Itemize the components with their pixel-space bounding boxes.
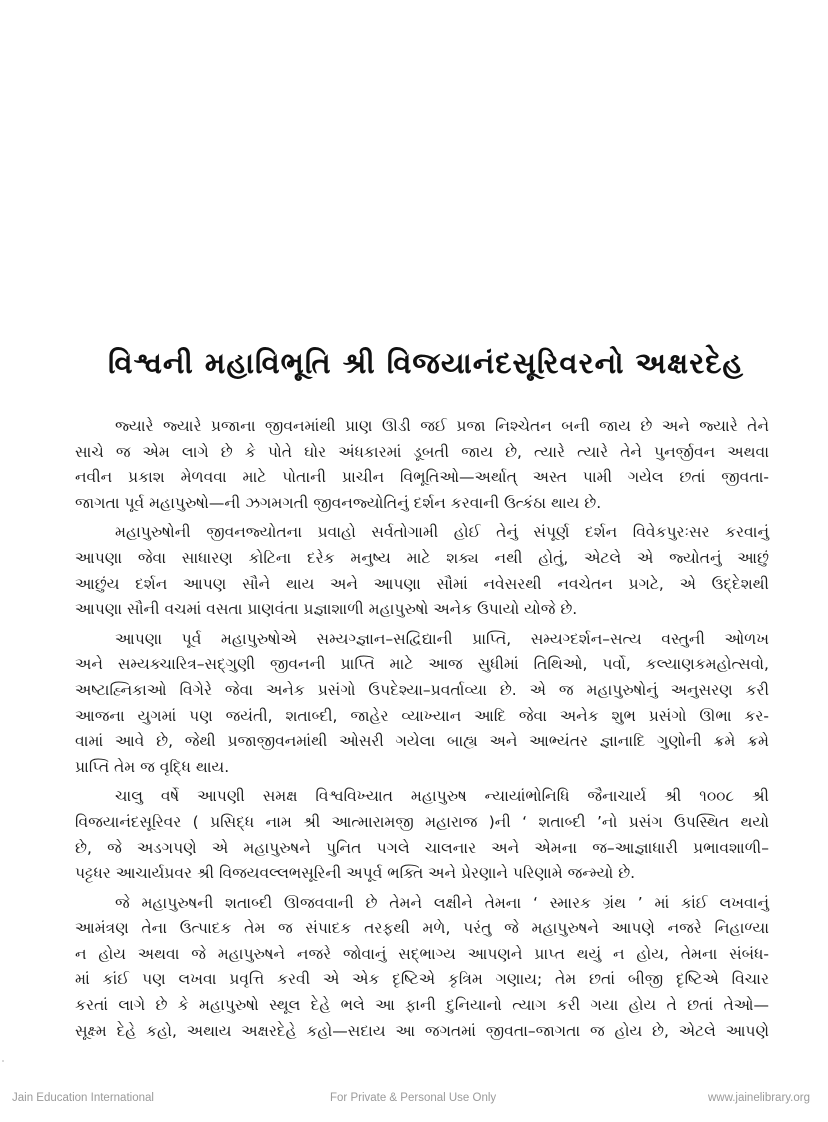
text-line: વિજયાનંદસૂરિવર ( પ્રસિદ્ધ નામ શ્રી આત્મારામજી મહારાજ )ની ‘ શતાબ્દી ’નો પ્રસંગ ઉપસ્થિત થયો	[75, 812, 769, 831]
text-line: આપણા સૌની વચમાં વસતા પ્રાણવંતા પ્રજ્ઞાશાળી મહાપુરુષો અનેક ઉપાયો યોજે છે.	[75, 600, 578, 619]
text-line: અષ્ટાહ્નિકાઓ વિગેરે જેવા અનેક પ્રસંગો ઉપદેશ્યા–પ્રવર્તાવ્યા છે. એ જ મહાપુરુષોનું અનુસરણ કરી	[75, 680, 769, 699]
paragraph-3	[75, 627, 769, 781]
text-line: ન હોય અથવા જે મહાપુરુષને નજરે જોવાનું સદ્ભાગ્ય આપણને પ્રાપ્ત થયું ન હોય, તેમના સંબંધ-	[75, 944, 769, 963]
text-line: આજના યુગમાં પણ જયંતી, શતાબ્દી, જાહેર વ્યાખ્યાન આદિ જેવા અનેક શુભ પ્રસંગો ઊભા કર-	[75, 706, 769, 725]
text-line: જે મહાપુરુષની શતાબ્દી ઊજવવાની છે તેમને લક્ષીને તેમના ‘ સ્મારક ગ્રંથ ’ માં કાંઈ લખવાનું	[115, 893, 769, 912]
text-line: નવીન પ્રકાશ મેળવવા માટે પોતાની પ્રાચીન વિભૂતિઓ—અર્થાત્ અસ્ત પામી ગયેલ છતાં જીવતા-	[75, 468, 769, 487]
paragraph-2	[75, 520, 769, 622]
text-line: જાગતા પૂર્વ મહાપુરુષો—ની ઝગમગતી જીવનજ્યોતિનું દર્શન કરવાની ઉત્કંઠા થાય છે.	[75, 493, 602, 512]
paragraph-1	[75, 414, 769, 516]
scan-speck	[2, 1060, 4, 1062]
text-line: સાચે જ એમ લાગે છે કે પોતે ઘોર અંધકારમાં ડૂબતી જાય છે, ત્યારે ત્યારે તેને પુનર્જીવન અથવા	[75, 442, 769, 461]
text-line: આપણા જેવા સાધારણ કોટિના દરેક મનુષ્ય માટે શક્ય નથી હોતું, એટલે એ જ્યોતનું આછું	[75, 548, 769, 567]
text-line: કરતાં લાગે છે કે મહાપુરુષો સ્થૂલ દેહે ભલે આ ફાની દુનિયાનો ત્યાગ કરી ગયા હોય તે છતાં તેઓ—	[75, 996, 769, 1015]
paragraph-4	[75, 784, 769, 886]
text-line: ચાલુ વર્ષે આપણી સમક્ષ વિશ્વવિખ્યાત મહાપુરુષ ન્યાયાંભોનિધિ જૈનાચાર્ય શ્રી ૧૦૦૮ શ્રી	[115, 787, 769, 806]
paragraph-5	[75, 891, 769, 1045]
footer-website-link[interactable]: www.jainelibrary.org	[707, 1092, 810, 1104]
text-line: સૂક્ષ્મ દેહે કહો, અથાય અક્ષરદેહે કહો—સદાય આ જગતમાં જીવતા–જાગતા જ હોય છે, એટલે આપણે	[75, 1021, 769, 1040]
page-footer	[0, 1092, 828, 1112]
footer-publisher: Jain Education International	[12, 1092, 154, 1104]
text-line: પટ્ટધર આચાર્યપ્રવર શ્રી વિજયવલ્લભસૂરિની અપૂર્વ ભક્તિ અને પ્રેરણાને પરિણામે જન્મ્યો છે.	[75, 864, 636, 883]
text-line: વામાં આવે છે, જેથી પ્રજાજીવનમાંથી ઓસરી ગયેલા બાહ્ય અને આભ્યંતર જ્ઞાનાદિ ગુણોની ક્રમે ક્રમે	[75, 732, 769, 751]
footer-usage-note: For Private & Personal Use Only	[330, 1092, 497, 1104]
text-line: આછુંય દર્શન આપણ સૌને થાય અને આપણા સૌમાં નવેસરથી નવચેતન પ્રગટે, એ ઉદ્દેશથી	[75, 574, 769, 593]
article-body	[75, 414, 769, 1048]
text-line: પ્રાપ્તિ તેમ જ વૃદ્ધિ થાય.	[75, 757, 230, 776]
text-line: આમંત્રણ તેના ઉત્પાદક તેમ જ સંપાદક તરફથી મળે, પરંતુ જે મહાપુરુષને આપણે નજરે નિહાળ્યા	[75, 919, 769, 938]
text-line: છે, જે અડગપણે એ મહાપુરુષને પુનિત પગલે ચાલનાર અને એમના જ–આજ્ઞાધારી પ્રભાવશાળી–	[75, 838, 769, 857]
text-line: મહાપુરુષોની જીવનજ્યોતના પ્રવાહો સર્વતોગામી હોઈ તેનું સંપૂર્ણ દર્શન વિવેકપુરઃસર કરવાનું	[115, 523, 769, 542]
text-line: જ્યારે જ્યારે પ્રજાના જીવનમાંથી પ્રાણ ઊડી જઈ પ્રજા નિશ્ચેતન બની જાય છે અને જ્યારે તેને	[115, 417, 769, 435]
text-line: આપણા પૂર્વ મહાપુરુષોએ સમ્યગ્જ્ઞાન–સદ્વિદ્યાની પ્રાપ્તિ, સમ્યગ્દર્શન–સત્ય વસ્તુની ઓળખ	[115, 629, 769, 648]
text-line: અને સમ્યક્ચારિત્ર–સદ્ગુણી જીવનની પ્રાપ્તિ માટે આજ સુધીમાં તિથિઓ, પર્વો, કલ્યાણકમહોત્સવો,	[75, 655, 769, 674]
page-title: વિશ્વની મહાવિભૂતિ શ્રી વિજયાનંદસૂરિવરનો અક્ષરદેહ	[107, 346, 745, 380]
text-line: માં કાંઈ પણ લખવા પ્રવૃત્તિ કરવી એ એક દૃષ્ટિએ કૃત્રિમ ગણાય; તેમ છતાં બીજી દૃષ્ટિએ વિચાર	[75, 970, 769, 989]
